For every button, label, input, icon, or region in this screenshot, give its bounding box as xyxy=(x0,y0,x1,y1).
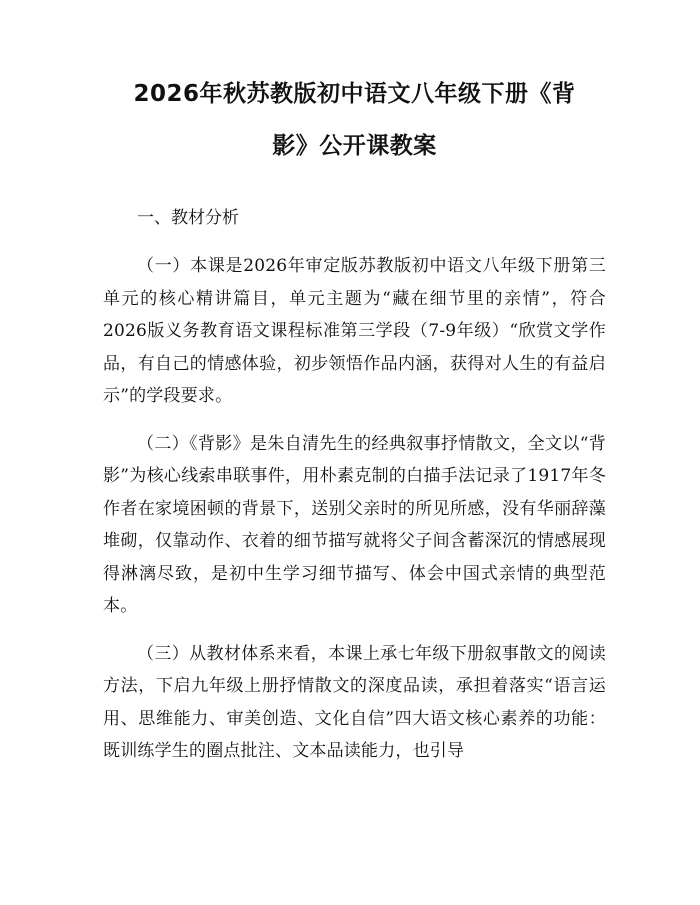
paragraph-2: （二）《背影》是朱自清先生的经典叙事抒情散文，全文以“背影”为核心线索串联事件，用朴素克制的白描手法记录了1917年冬作者在家境困顿的背景下，送别父亲时的所见所感，没有华丽辞藻堆砌，仅靠动作、衣着的细节描写就将父子间含蓄深沉的情感展现得淋漓尽致，是初中生学习细节描写、体会中国式亲情的典型范本。 xyxy=(103,433,606,616)
document-title xyxy=(103,68,606,172)
paragraph-1: （一）本课是2026年审定版苏教版初中语文八年级下册第三单元的核心精讲篇目，单元主题为“藏在细节里的亲情”，符合2026版义务教育语文课程标准第三学段（7-9年级）“欣赏文学作品，有自己的情感体验，初步领悟作品内涵，获得对人生的有益启示”的学段要求。 xyxy=(103,256,606,406)
section-heading-textbook-analysis: 一、教材分析 xyxy=(137,208,239,228)
document-title-line-2: 影》公开课教案 xyxy=(272,133,437,159)
paragraph-3: （三）从教材体系来看，本课上承七年级下册叙事散文的阅读方法，下启九年级上册抒情散文的深度品读，承担着落实“语言运用、思维能力、审美创造、文化自信”四大语文核心素养的功能：既训练学生的圈点批注、文本品读能力，也引导 xyxy=(103,643,606,761)
document-title-line-1: 2026年秋苏教版初中语文八年级下册《背 xyxy=(133,81,576,107)
